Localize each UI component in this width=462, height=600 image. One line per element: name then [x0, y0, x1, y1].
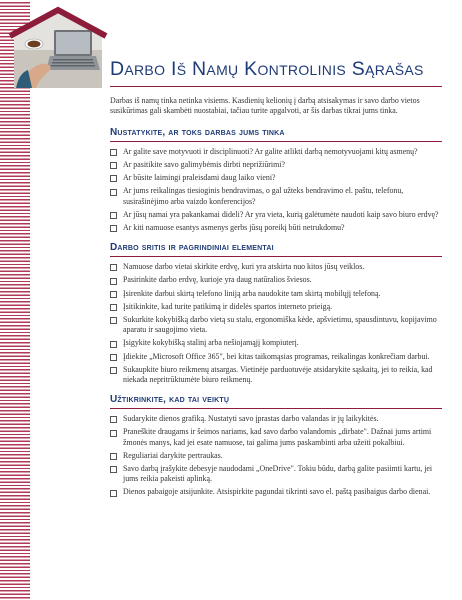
- house-photo-icon: [6, 4, 110, 88]
- decorative-stripes: [0, 0, 30, 600]
- checkbox-icon[interactable]: [110, 175, 117, 182]
- checklist-item-text: Ar pasitikite savo galimybėmis dirbti neprižiūrimi?: [123, 160, 285, 170]
- checklist-section: [110, 394, 442, 497]
- checklist-items: [110, 414, 442, 497]
- checkbox-icon[interactable]: [110, 430, 117, 437]
- checklist-section: [110, 127, 442, 233]
- checkbox-icon[interactable]: [110, 162, 117, 169]
- checklist-item-text: Ar kiti namuose esantys asmenys gerbs jūsų poreikį būti netrukdomu?: [123, 223, 345, 233]
- checkbox-icon[interactable]: [110, 189, 117, 196]
- checklist-item: [110, 262, 442, 272]
- checklist-section: [110, 242, 442, 385]
- checklist-item: [110, 451, 442, 461]
- checkbox-icon[interactable]: [110, 453, 117, 460]
- checklist-item-text: Praneškite draugams ir šeimos nariams, kad savo darbo valandomis „dirbate". Dažnai jums artimi žmonės manys, kad jei esate namuose, tai galima jums paskambinti arba užeiti pokalbiui.: [123, 427, 432, 447]
- section-title: Nustatykite, ar toks darbas jums tinka: [110, 127, 442, 142]
- checklist-items: [110, 262, 442, 385]
- checkbox-icon[interactable]: [110, 317, 117, 324]
- checkbox-icon[interactable]: [110, 291, 117, 298]
- checklist-item: [110, 487, 442, 497]
- checklist-item: [110, 223, 442, 233]
- checklist-item: [110, 186, 442, 206]
- checkbox-icon[interactable]: [110, 416, 117, 423]
- checklist-item-text: Ar būsite laimingi praleisdami daug laiko vieni?: [123, 173, 276, 183]
- section-title: Darbo sritis ir pagrindiniai elementai: [110, 242, 442, 257]
- checkbox-icon[interactable]: [110, 264, 117, 271]
- checklist-item-text: Sukurkite kokybišką darbo vietą su stalu, ergonomiška kėde, apšvietimu, spausdintuvu, kopijavimo aparatu ir saugojimo vieta.: [123, 315, 437, 335]
- checklist-item-text: Savo darbą įrašykite debesyje naudodami „OneDrive". Tokiu būdu, darbą galite pasiimti kartu, jei jums reikia pakeisti aplinką.: [123, 464, 433, 484]
- checklist-item-text: Įsirenkite darbui skirtą telefono liniją arba naudokite tam skirtą mobilųjį telefoną.: [123, 288, 381, 298]
- checklist-item-text: Ar jums reikalingas tiesioginis bendravimas, o gal užteks bendravimo el. paštu, telefonu, susirašinėjimo arba vaizdo konferencijos?: [123, 186, 404, 206]
- checkbox-icon[interactable]: [110, 278, 117, 285]
- checklist-sections: [110, 127, 442, 498]
- checklist-item-text: Dienos pabaigoje atsijunkite. Atsispirkite pagundai tikrinti savo el. paštą pasibaigus darbo dienai.: [123, 487, 431, 497]
- checklist-item-text: Ar jūsų namai yra pakankamai dideli? Ar yra vieta, kurią galėtumėte naudoti kaip savo biuro erdvę?: [123, 209, 439, 219]
- checkbox-icon[interactable]: [110, 225, 117, 232]
- checklist-item: [110, 427, 442, 447]
- checklist-content: [110, 96, 442, 507]
- checkbox-icon[interactable]: [110, 490, 117, 497]
- checkbox-icon[interactable]: [110, 149, 117, 156]
- checklist-item: [110, 414, 442, 424]
- page-title: Darbo Iš Namų Kontrolinis Sąrašas: [110, 58, 424, 80]
- checklist-item: [110, 210, 442, 220]
- checklist-item-text: Sukaupkite biuro reikmenų atsargas. Vietinėje parduotuvėje atsidarykite sąskaitą, jei to reikia, kad niekada nepritrūktumėte biuro reikmenų.: [123, 364, 433, 385]
- checklist-item-text: Įsigykite kokybišką stalinį arba nešiojamąjį kompiuterį.: [123, 338, 299, 348]
- title-divider: [110, 86, 442, 87]
- checkbox-icon[interactable]: [110, 304, 117, 311]
- checklist-item-text: Pasirinkite darbo erdvę, kurioje yra daug natūralios šviesos.: [123, 275, 312, 285]
- checklist-item: [110, 315, 442, 335]
- checklist-item: [110, 173, 442, 183]
- checklist-item: [110, 352, 442, 362]
- checklist-item: [110, 365, 442, 385]
- checkbox-icon[interactable]: [110, 212, 117, 219]
- checklist-item-text: Įsitikinkite, kad turite patikimą ir didelės spartos interneto prieigą.: [123, 301, 333, 311]
- checklist-item: [110, 275, 442, 285]
- checklist-items: [110, 147, 442, 233]
- checkbox-icon[interactable]: [110, 466, 117, 473]
- checklist-item: [110, 289, 442, 299]
- checklist-item-text: Įdiekite „Microsoft Office 365", bei kitas taikomąsias programas, reikalingas konkrečiam darbui.: [123, 351, 430, 361]
- checklist-item: [110, 338, 442, 348]
- checkbox-icon[interactable]: [110, 354, 117, 361]
- checkbox-icon[interactable]: [110, 367, 117, 374]
- section-title: Užtikrinkite, kad tai veiktų: [110, 394, 442, 409]
- checklist-item: [110, 147, 442, 157]
- checklist-item: [110, 160, 442, 170]
- checkbox-icon[interactable]: [110, 341, 117, 348]
- intro-paragraph: Darbas iš namų tinka netinka visiems. Kasdienių kelionių į darbą atsisakymas ir savo darbo vietos susikūrimas gali skambėti nuostabiai, tačiau turite apgalvoti, ar šis darbas tikrai jums tinka.: [110, 96, 420, 116]
- checklist-item: [110, 302, 442, 312]
- checklist-item: [110, 464, 442, 484]
- checklist-item-text: Namuose darbo vietai skirkite erdvę, kuri yra atskirta nuo kitos jūsų veiklos.: [123, 262, 365, 272]
- checklist-item-text: Reguliariai darykite pertraukas.: [123, 450, 223, 460]
- checklist-item-text: Sudarykite dienos grafiką. Nustatyti savo įprastas darbo valandas ir jų laikykitės.: [123, 414, 379, 424]
- checklist-item-text: Ar galite save motyvuoti ir disciplinuoti? Ar galite atlikti darbą nemotyvuojami kitų asmenų?: [123, 146, 418, 156]
